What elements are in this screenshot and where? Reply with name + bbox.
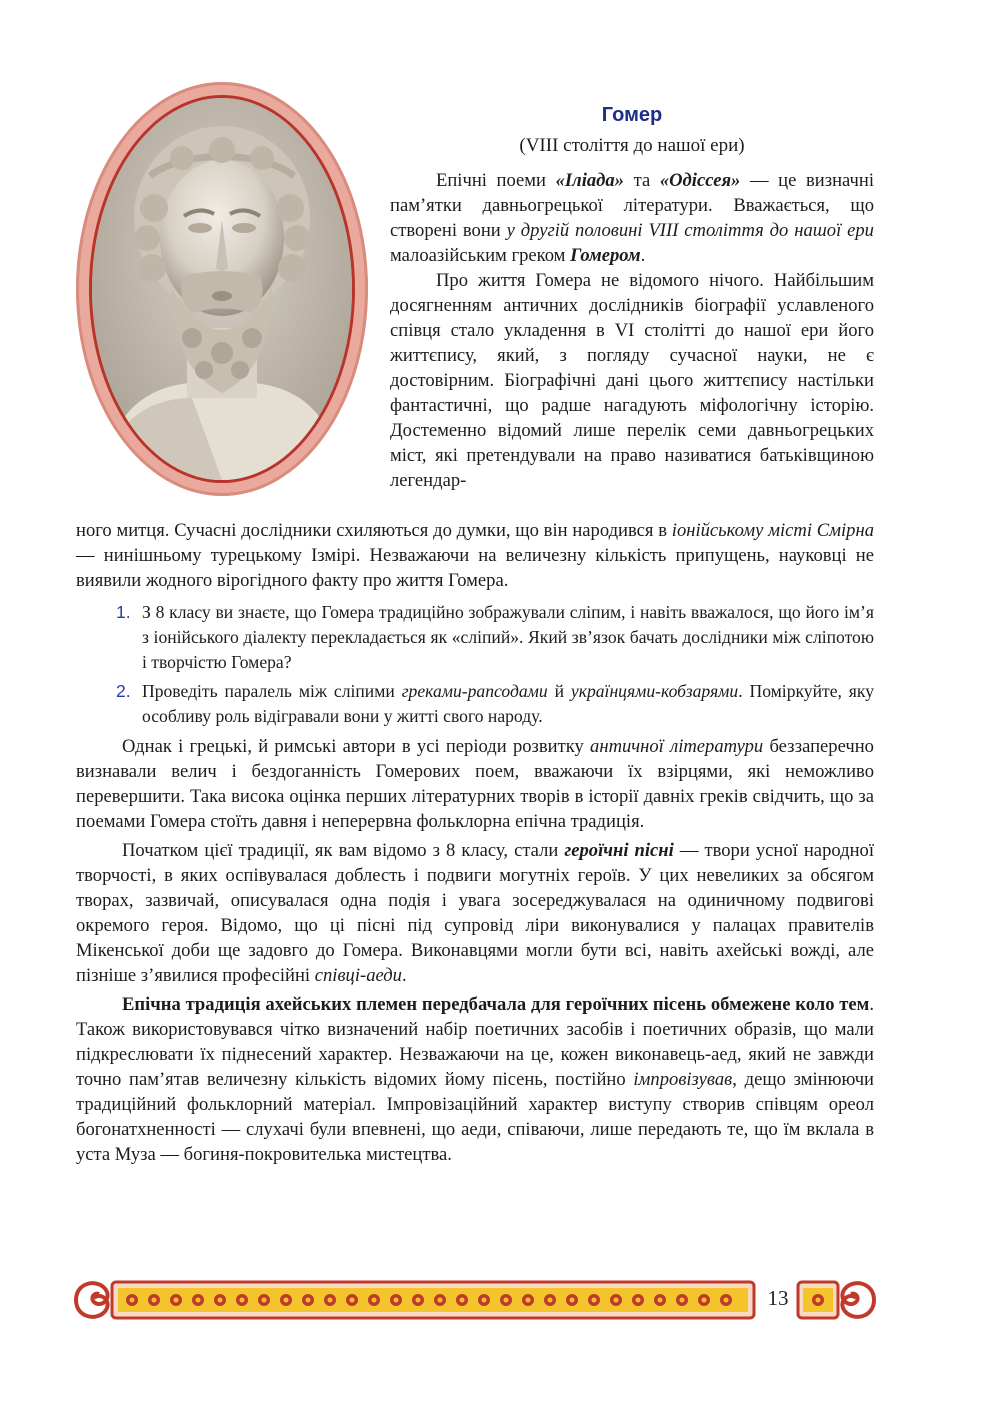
main-text	[76, 734, 874, 1167]
term-heroic-songs: героїчні пісні	[564, 840, 674, 861]
question-item-2	[118, 679, 874, 729]
main-paragraph-2: Початком цієї традиції, як вам відомо з 8 класу, стали героїчні пісні — твори усної народної творчості, в яких оспівувалася доблесть і подвиги могутніх героїв. У цих невеликих за обсягом творах, зазвичай, описувалася одна подія і увага зосереджувалася на одиничному подвигові окремого героя. Відомо, що ці пісні під супровід ліри виконувалися у палацах правителів Мікенської доби ще задовго до Гомера. Виконавцями могли бути всі, навіть ахейські вожді, але пізніше з’явилися професійні співці-аеди.	[76, 840, 874, 986]
question-item-1	[118, 600, 874, 675]
questions-list	[118, 600, 874, 733]
question-text: Проведіть паралель між сліпими греками-рапсодами й українцями-кобзарями. Поміркуйте, яку особливу роль відігравали вони у житті свого народу.	[142, 681, 874, 726]
main-paragraph-3: Епічна традиція ахейських племен передбачала для героїчних пісень обмежене коло тем. Також використовувався чітко визначений набір поетичних засобів і поетичних образів, що мали підкреслювати їх піднесений характер. Незважаючи на це, кожен виконавець-аед, який не завжди точно пам’ятав величезну кількість відомих йому пісень, постійно імпровізував, дещо змінюючи традиційний фольклорний матеріал. Імпровізаційний характер виступу створив співцям ореол богонатхненності — слухачі були впевнені, що аеди, співаючи, лише передають те, що їм вклала в уста Муза — богиня-покровителька мистецтва.	[76, 994, 874, 1165]
odyssey-title: «Одіссея»	[659, 170, 741, 191]
intro-text	[390, 168, 874, 493]
iliad-title: «Іліада»	[555, 170, 624, 191]
continuation-text	[76, 518, 874, 593]
continuation-paragraph: ного митця. Сучасні дослідники схиляються до думки, що він народився в іонійському місті Смірна — нинішньому турецькому Ізмірі. Незважаючи на величезну кількість припущень, науковці не виявили жодного вірогідного факту про життя Гомера.	[76, 520, 874, 591]
main-paragraph-1: Однак і грецькі, й римські автори в усі періоди розвитку античної літератури беззаперечно визнавали велич і бездоганність Гомерових поем, вважаючи їх взірцями, які неможливо перевершити. Така висока оцінка перших літературних творів в історії давніх греків свідчить, що за поемами Гомера стоїть давня і неперервна фольклорна епічна традиція.	[76, 736, 874, 832]
page-subtitle: (VIII століття до нашої ери)	[519, 135, 745, 156]
question-number: 2.	[116, 681, 131, 701]
question-number: 1.	[116, 602, 131, 622]
intro-paragraph-2: Про життя Гомера не відомого нічого. Найбільшим досягненням античних дослідників біографії уславленого співця стало укладення в VI столітті до нашої ери його життєпису, який, з погляду сучасної науки, не є достовірним. Біографічні дані цього життєпису настільки фантастичні, що радше нагадують міфологічну історію. Достеменно відомий лише перелік семи давньогрецьких міст, які претендували на право називатися батьківщиною легендар-	[390, 270, 874, 491]
question-text: З 8 класу ви знаєте, що Гомера традиційно зображували сліпим, і навіть вважалося, що його ім’я з іонійського діалекту перекладається як «сліпий». Який зв’язок бачать дослідники між сліпотою і творчістю Гомера?	[142, 602, 874, 672]
intro-paragraph-1: Епічні поеми «Іліада» та «Одіссея» — це визначні пам’ятки давньогрецької літератури. Вважається, що створені вони у другій половині VIII століття до нашої ери малоазійським греком Гомером.	[390, 170, 874, 266]
homer-bust-drawing	[92, 98, 352, 480]
page-number: 13	[767, 1286, 789, 1310]
homer-name: Гомером	[570, 245, 641, 266]
page-title: Гомер	[601, 104, 663, 126]
homer-bust-image	[92, 98, 352, 480]
heading	[390, 104, 874, 157]
